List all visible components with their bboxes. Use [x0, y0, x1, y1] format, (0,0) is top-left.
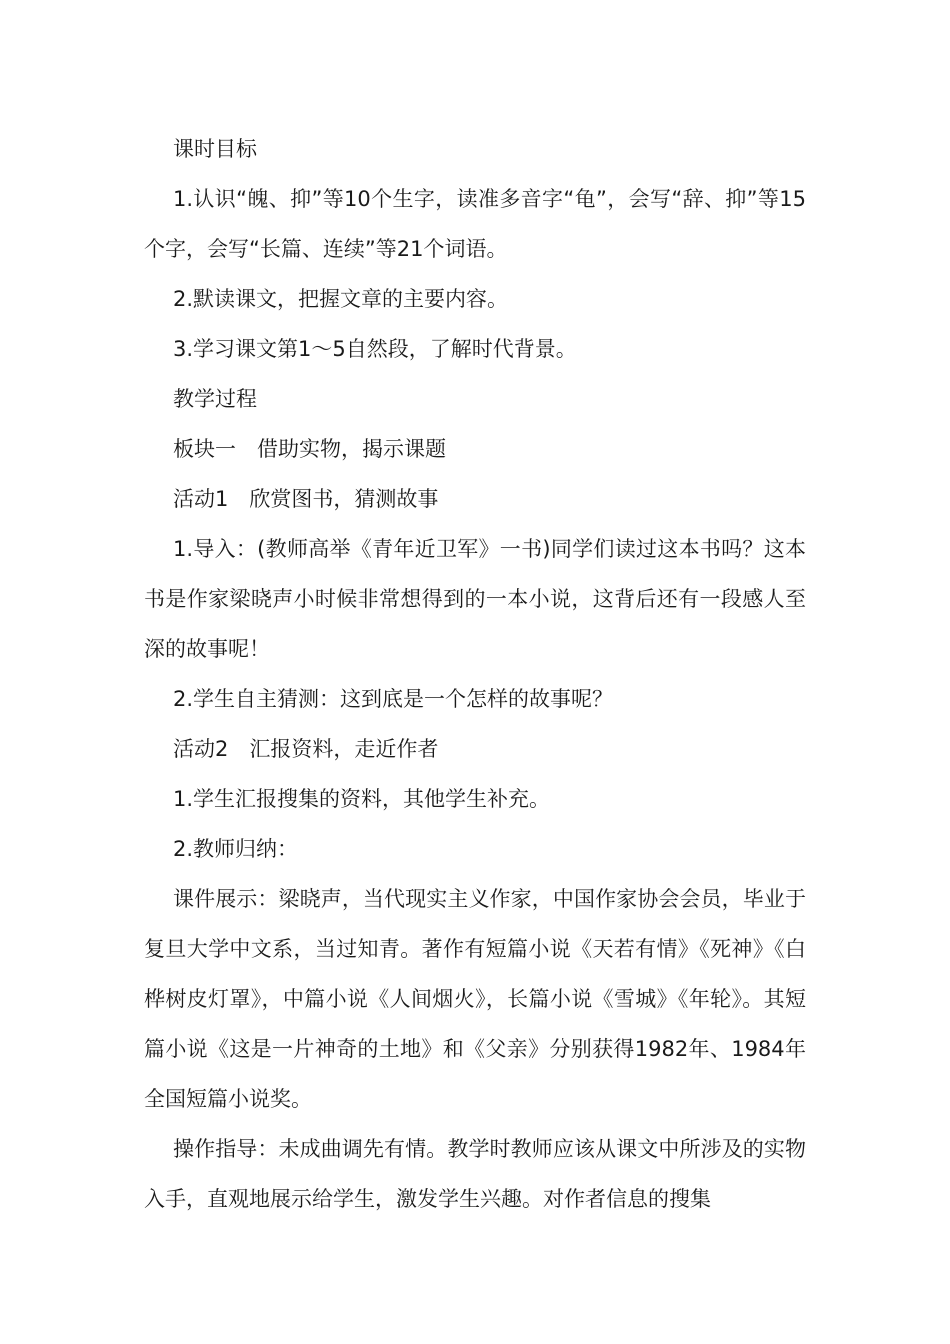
block-heading-1: 板块一 借助实物，揭示课题 [173, 437, 446, 461]
objective-item-1: 1.认识“魄、抑”等10个生字，读准多音字“龟”，会写“辞、抑”等15个字，会写“长篇、连续”等21个词语。 [144, 187, 806, 261]
activity-heading-1: 活动1 欣赏图书，猜测故事 [173, 487, 439, 511]
objective-item-2: 2.默读课文，把握文章的主要内容。 [173, 287, 509, 311]
section-heading-objectives: 课时目标 [173, 137, 257, 161]
paragraph-courseware: 课件展示：梁晓声，当代现实主义作家，中国作家协会会员，毕业于复旦大学中文系，当过知青。著作有短篇小说《天若有情》《死神》《白桦树皮灯罩》，中篇小说《人间烟火》，长篇小说《雪城》《年轮》。其短篇小说《这是一片神奇的土地》和《父亲》分别获得1982年、1984年全国短篇小说奖。 [144, 887, 806, 1111]
paragraph-guidance: 操作指导：未成曲调先有情。教学时教师应该从课文中所涉及的实物入手，直观地展示给学生，激发学生兴趣。对作者信息的搜集 [144, 1137, 806, 1211]
document-body [144, 124, 806, 1224]
paragraph-summary: 2.教师归纳： [173, 837, 299, 861]
paragraph-guess: 2.学生自主猜测：这到底是一个怎样的故事呢？ [173, 687, 614, 711]
paragraph-report: 1.学生汇报搜集的资料，其他学生补充。 [173, 787, 551, 811]
objective-item-3: 3.学习课文第1～5自然段，了解时代背景。 [173, 337, 577, 361]
activity-heading-2: 活动2 汇报资料，走近作者 [173, 737, 439, 761]
paragraph-introduction: 1.导入：(教师高举《青年近卫军》一书)同学们读过这本书吗？这本书是作家梁晓声小时候非常想得到的一本小说，这背后还有一段感人至深的故事呢！ [144, 537, 806, 661]
section-heading-process: 教学过程 [173, 387, 257, 411]
